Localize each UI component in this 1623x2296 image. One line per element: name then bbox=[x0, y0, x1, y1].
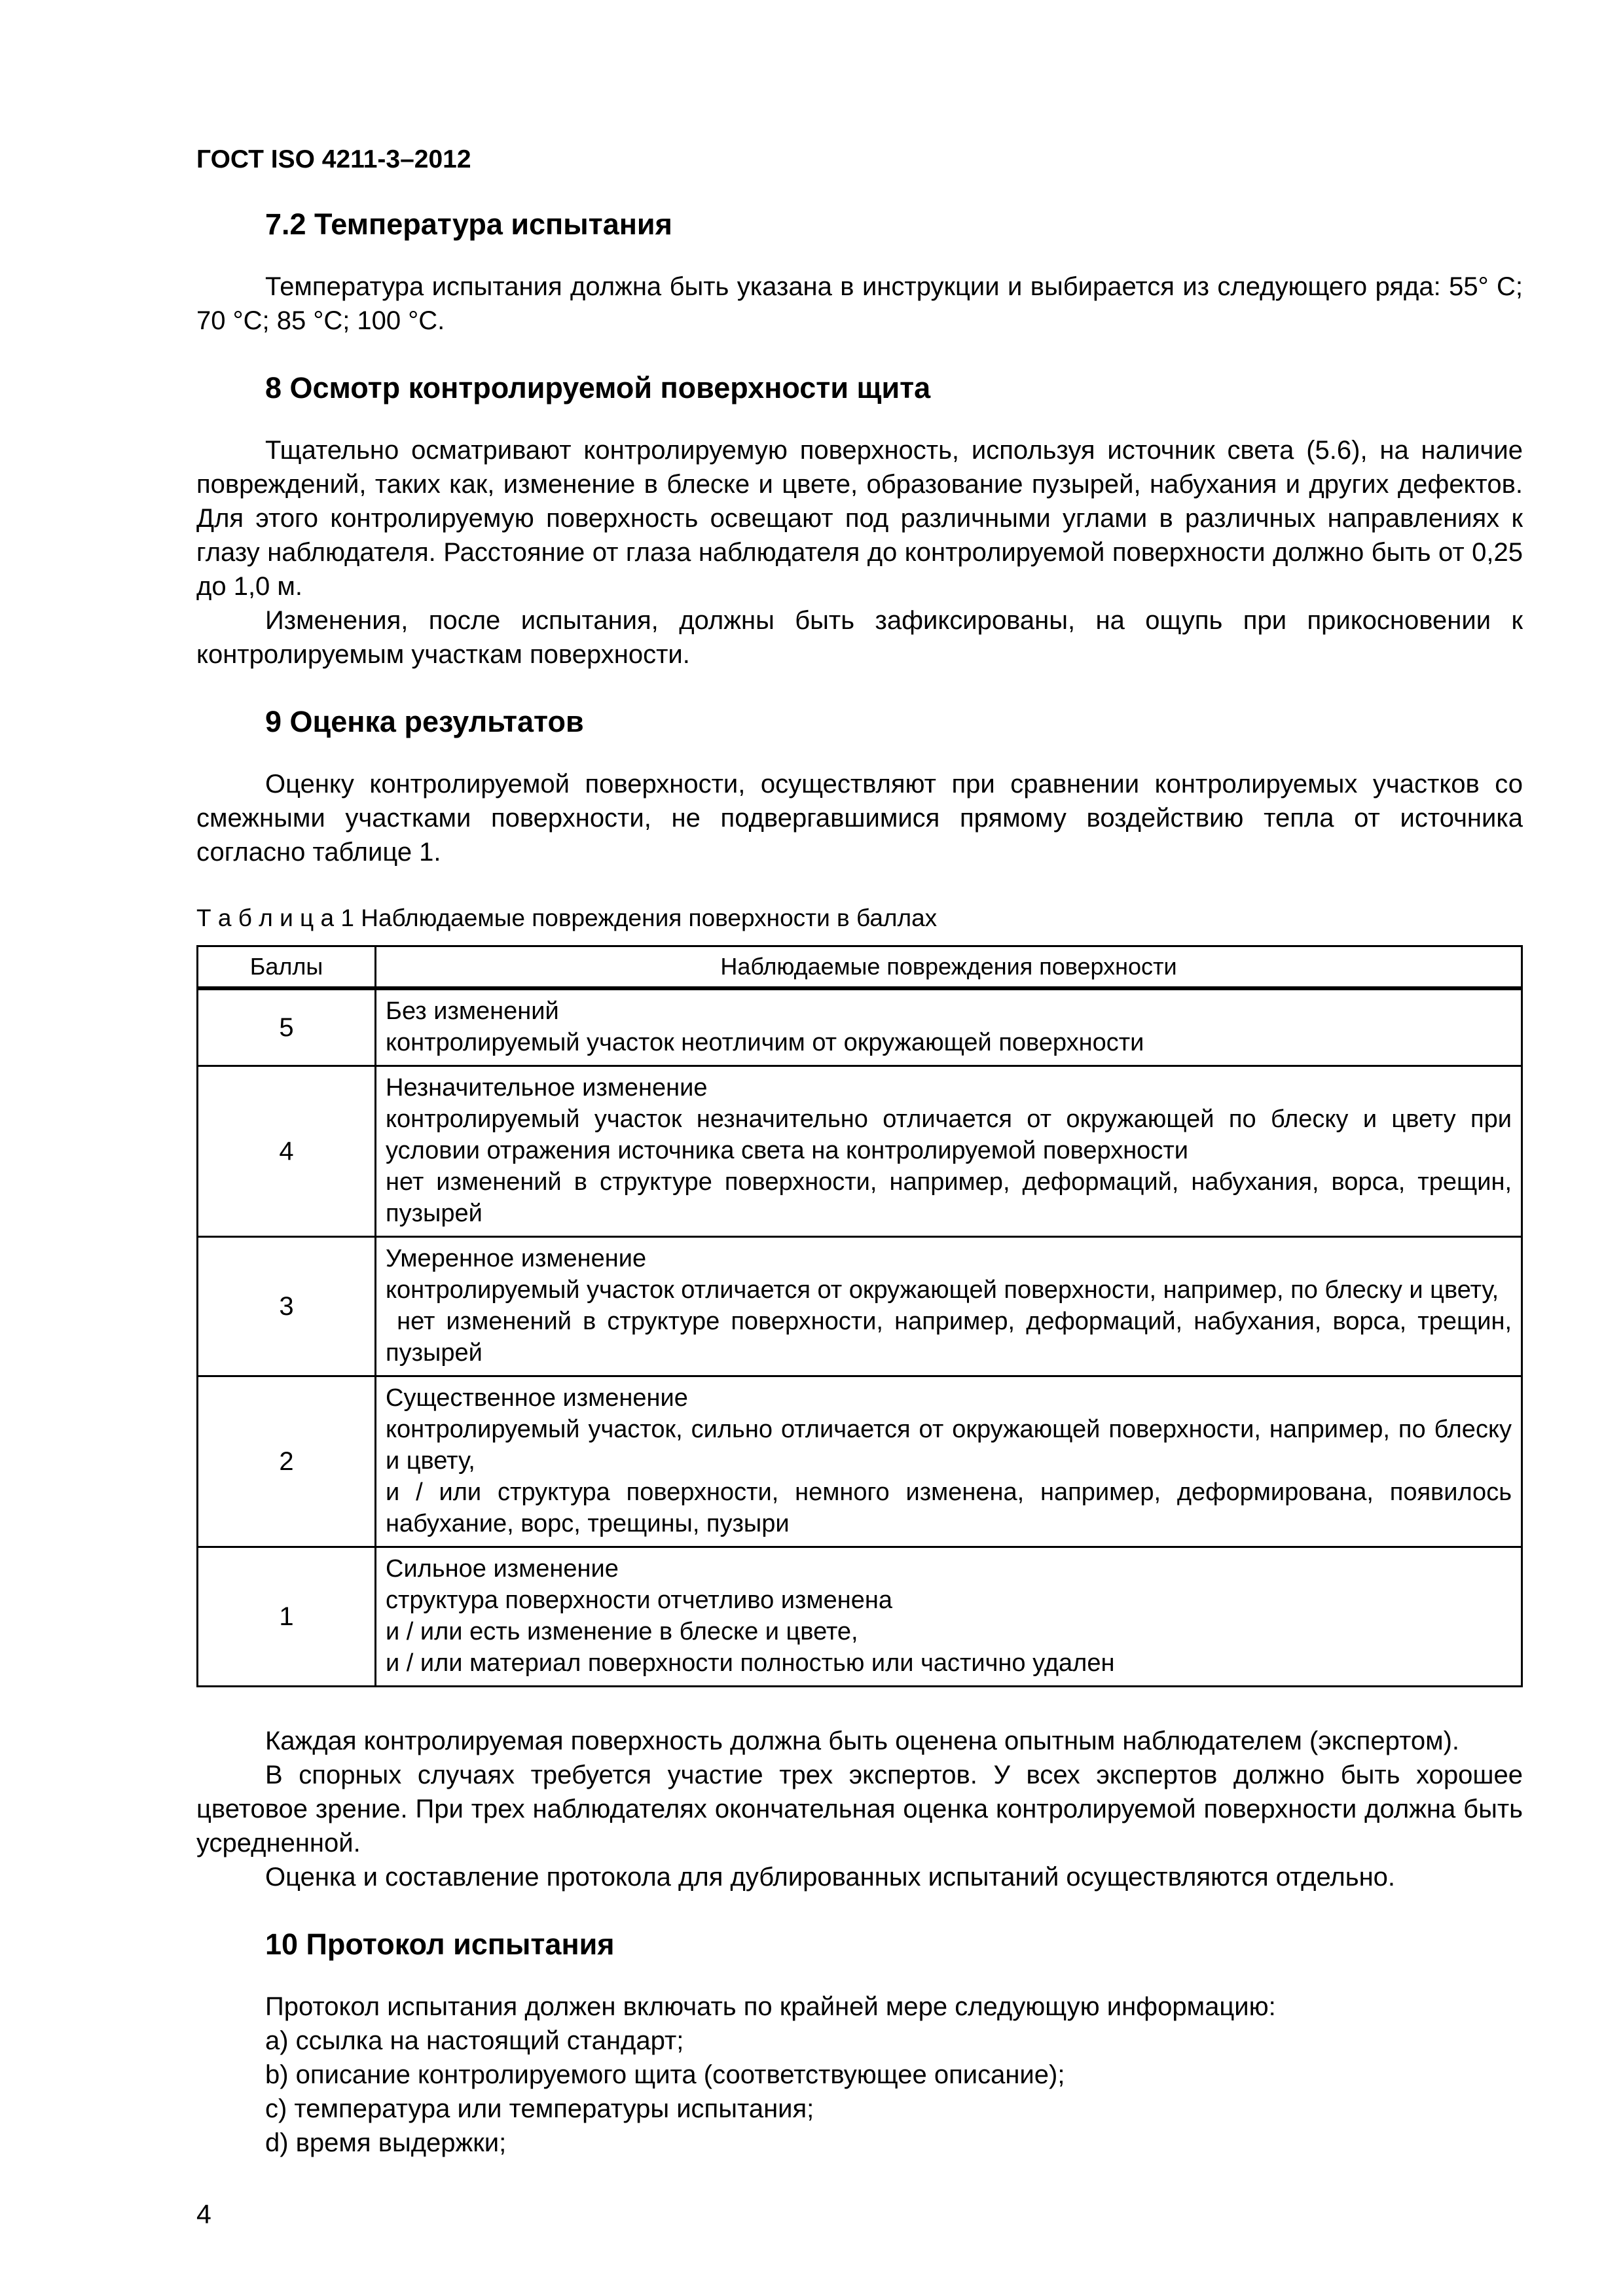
section-heading: 9 Оценка результатов bbox=[265, 705, 584, 738]
description-line: Существенное изменение bbox=[386, 1384, 688, 1412]
description-line: структура поверхности отчетливо изменена bbox=[386, 1587, 892, 1614]
list-item: a) ссылка на настоящий стандарт; bbox=[265, 2026, 684, 2055]
table-row bbox=[198, 988, 1522, 1066]
description-cell bbox=[376, 1237, 1522, 1376]
description-line: Без изменений bbox=[386, 997, 559, 1025]
section-heading: 10 Протокол испытания bbox=[265, 1928, 615, 1961]
description-line: нет изменений в структуре поверхности, например, деформаций, набухания, ворса, трещин, пузырей bbox=[386, 1168, 1512, 1227]
score-cell: 3 bbox=[198, 1237, 376, 1376]
description-line: и / или структура поверхности, немного изменена, например, деформирована, появилось набухание, ворс, трещины, пузыри bbox=[386, 1479, 1512, 1537]
description-line: контролируемый участок отличается от окружающей поверхности, например, по блеску и цвету, bbox=[386, 1276, 1499, 1304]
score-cell: 2 bbox=[198, 1376, 376, 1547]
description-line: контролируемый участок незначительно отличается от окружающей по блеску и цвету при условии отражения источника света на контролируемой поверхности bbox=[386, 1105, 1512, 1164]
table-row bbox=[198, 1376, 1522, 1547]
description-line: нет изменений в структуре поверхности, например, деформаций, набухания, ворса, трещин, пузырей bbox=[386, 1308, 1512, 1367]
table-header-row bbox=[198, 946, 1522, 989]
table-body bbox=[198, 988, 1522, 1687]
list-item: d) время выдержки; bbox=[265, 2128, 507, 2157]
paragraph: Каждая контролируемая поверхность должна быть оценена опытным наблюдателем (экспертом). bbox=[265, 1727, 1460, 1755]
paragraph: Температура испытания должна быть указана в инструкции и выбирается из следующего ряда: 55° С; 70 °С; 85 °С; 100 °С. bbox=[196, 272, 1523, 335]
description-line: Умеренное изменение bbox=[386, 1245, 647, 1272]
damage-scores-table bbox=[196, 945, 1523, 1687]
table-caption bbox=[196, 903, 1523, 933]
score-cell: 1 bbox=[198, 1547, 376, 1687]
description-line: Незначительное изменение bbox=[386, 1074, 708, 1102]
description-line: контролируемый участок неотличим от окружающей поверхности bbox=[386, 1029, 1144, 1056]
score-cell: 5 bbox=[198, 988, 376, 1066]
paragraph: Тщательно осматривают контролируемую поверхность, используя источник света (5.6), на наличие повреждений, таких как, изменение в блеске и цвете, образование пузырей, набухания и других дефектов. Для этого контролируемую поверхность освещают под различными углами в различных направлениях к глазу наблюдателя. Расстояние от глаза наблюдателя до контролируемой поверхности должно быть от 0,25 до 1,0 м. bbox=[196, 436, 1523, 601]
table-row bbox=[198, 1237, 1522, 1376]
table-row bbox=[198, 1066, 1522, 1237]
description-cell bbox=[376, 1547, 1522, 1687]
page-number: 4 bbox=[196, 2199, 211, 2229]
paragraph: Оценка и составление протокола для дублированных испытаний осуществляются отдельно. bbox=[265, 1863, 1396, 1892]
description-line: и / или материал поверхности полностью или частично удален bbox=[386, 1649, 1115, 1677]
table-caption-text: Наблюдаемые повреждения поверхности в баллах bbox=[354, 905, 938, 931]
description-cell bbox=[376, 1066, 1522, 1237]
column-header-description: Наблюдаемые повреждения поверхности bbox=[376, 946, 1522, 989]
description-line: и / или есть изменение в блеске и цвете, bbox=[386, 1618, 858, 1645]
table-row bbox=[198, 1547, 1522, 1687]
paragraph: В спорных случаях требуется участие трех экспертов. У всех экспертов должно быть хорошее цветовое зрение. При трех наблюдателях окончательная оценка контролируемой поверхности должна быть усредненной. bbox=[196, 1761, 1523, 1857]
table-head bbox=[198, 946, 1522, 989]
list-item: b) описание контролируемого щита (соответствующее описание); bbox=[265, 2060, 1065, 2089]
paragraph: Протокол испытания должен включать по крайней мере следующую информацию: bbox=[265, 1992, 1276, 2021]
list-item: c) температура или температуры испытания; bbox=[265, 2094, 814, 2123]
description-line: контролируемый участок, сильно отличается от окружающей поверхности, например, по блеску и цвету, bbox=[386, 1416, 1512, 1475]
description-cell bbox=[376, 988, 1522, 1066]
description-cell bbox=[376, 1376, 1522, 1547]
paragraph: Оценку контролируемой поверхности, осуществляют при сравнении контролируемых участков со смежными участками поверхности, не подвергавшимися прямому воздействию тепла от источника согласно таблице 1. bbox=[196, 770, 1523, 867]
document-content bbox=[196, 0, 1523, 2230]
section-heading: 8 Осмотр контролируемой поверхности щита bbox=[265, 371, 931, 404]
score-cell: 4 bbox=[198, 1066, 376, 1237]
paragraph: Изменения, после испытания, должны быть зафиксированы, на ощупь при прикосновении к контролируемым участкам поверхности. bbox=[196, 606, 1523, 669]
table-caption-label: Т а б л и ц а 1 bbox=[196, 905, 354, 931]
section-heading: 7.2 Температура испытания bbox=[265, 207, 672, 241]
description-line: Сильное изменение bbox=[386, 1555, 619, 1583]
document-number: ГОСТ ISO 4211-3–2012 bbox=[196, 145, 471, 173]
column-header-score: Баллы bbox=[198, 946, 376, 989]
